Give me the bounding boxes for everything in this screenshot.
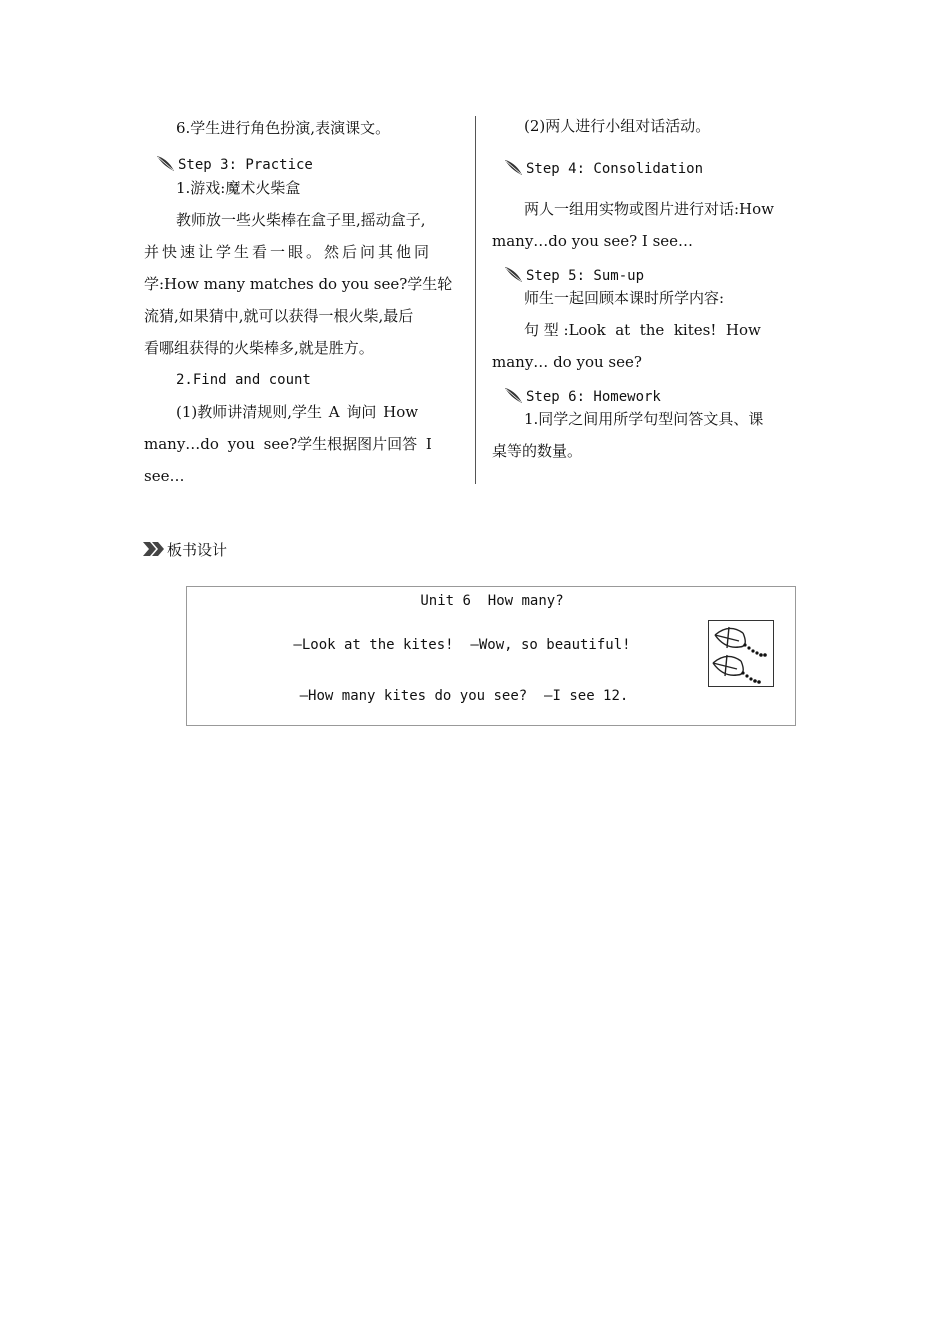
step-6-label: Step 6: Homework [526,389,661,405]
quill-icon [156,154,176,174]
game-line-3: 学:How many matches do you see?学生轮 [144,275,453,293]
pattern-line-2: many… do you see? [492,353,642,371]
homework-line-2: 桌等的数量。 [492,442,583,460]
game-line-2: 并快速让学生看一眼。然后问其他同 [144,243,433,261]
board-design-label: 板书设计 [167,541,228,559]
right-column [492,112,806,467]
rule-line-3: see… [144,467,185,485]
step-4-heading [496,156,806,180]
step-6-heading [496,384,806,408]
rule-line-2: many…do you see?学生根据图片回答 I [144,435,432,453]
quill-icon [504,265,524,285]
step-5-heading [496,263,806,287]
game-line-1: 教师放一些火柴棒在盒子里,摇动盒子, [176,211,426,229]
board-line-1: —Look at the kites! —Wow, so beautiful! [293,637,631,653]
unit-title: Unit 6 How many? [420,593,564,609]
kites-icon [709,621,773,686]
step-3-heading [148,152,460,176]
game-line-4: 流猜,如果猜中,就可以获得一根火柴,最后 [144,307,414,325]
left-column [144,112,460,492]
column-divider [475,116,476,484]
homework-line-1: 1.同学之间用所学句型问答文具、课 [524,410,764,428]
board-design-heading [143,538,227,562]
step-4-label: Step 4: Consolidation [526,161,704,177]
item-6: 6.学生进行角色扮演,表演课文。 [176,119,391,137]
game-line-5: 看哪组获得的火柴棒多,就是胜方。 [144,339,374,357]
find-and-count: 2.Find and count [176,372,311,388]
consolidation-line-2: many…do you see? I see… [492,232,694,250]
blackboard-design-box [186,586,796,726]
consolidation-line-1: 两人一组用实物或图片进行对话:How [524,200,775,218]
game-title: 1.游戏:魔术火柴盒 [176,179,301,197]
kites-image [708,620,774,687]
board-line-2: —How many kites do you see? —I see 12. [299,688,629,704]
quill-icon [504,386,524,406]
pattern-line-1: 句 型 :Look at the kites! How [524,321,761,339]
pair-activity: (2)两人进行小组对话活动。 [524,117,711,135]
sumup-line: 师生一起回顾本课时所学内容: [524,289,725,307]
step-3-label: Step 3: Practice [178,157,313,173]
rule-line-1: (1)教师讲清规则,学生 A 询问 How [176,403,419,421]
quill-icon [504,158,524,178]
double-chevron-icon [143,542,165,556]
step-5-label: Step 5: Sum-up [526,268,645,284]
